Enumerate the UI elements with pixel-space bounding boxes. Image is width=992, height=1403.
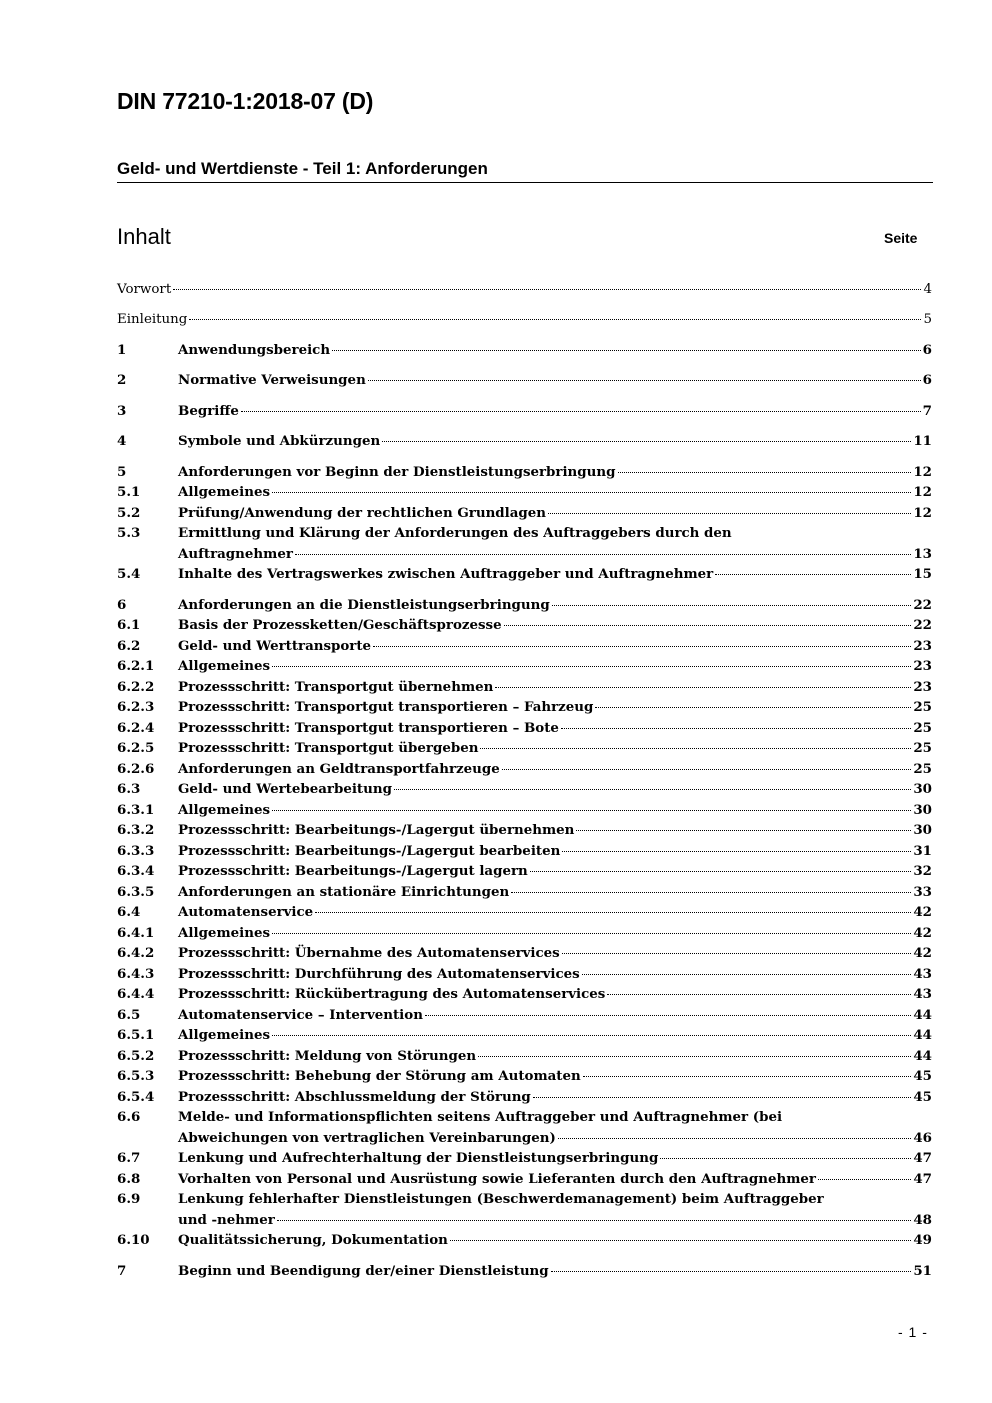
toc-entry-title: Prozessschritt: Durchführung des Automatenservices — [178, 966, 580, 982]
toc-entry-page: 23 — [913, 679, 932, 695]
toc-entry[interactable] — [117, 564, 932, 585]
toc-entry-title: Automatenservice – Intervention — [178, 1007, 423, 1023]
toc-entry-title: Allgemeines — [178, 802, 271, 818]
toc-dot-leader — [315, 912, 911, 913]
toc-entry-number: 6.3.1 — [117, 802, 155, 818]
toc-entry[interactable] — [117, 656, 932, 677]
toc-entry-number: 6.4.4 — [117, 986, 155, 1002]
toc-entry[interactable] — [117, 984, 932, 1005]
toc-entry-number: 5.1 — [117, 484, 141, 500]
toc-entry-page: 25 — [913, 699, 932, 715]
toc-entry-title-continued: und -nehmer — [178, 1211, 275, 1228]
toc-entry[interactable] — [117, 902, 932, 923]
toc-entry-page: 22 — [913, 597, 932, 613]
toc-entry-number: 6.3.2 — [117, 822, 155, 838]
toc-dot-leader — [511, 892, 911, 893]
toc-entry-title-continued: Auftragnehmer — [178, 545, 293, 562]
toc-entry-number: 5.2 — [117, 505, 141, 521]
toc-entry-number: 6.8 — [117, 1171, 141, 1187]
toc-entry-number: 6.4.1 — [117, 925, 155, 941]
toc-entry[interactable] — [117, 503, 932, 524]
toc-entry[interactable] — [117, 1107, 932, 1148]
document-number: DIN 77210-1:2018-07 (D) — [117, 88, 374, 114]
toc-entry-page: 25 — [913, 720, 932, 736]
toc-dot-leader — [561, 728, 911, 729]
toc-entry-number: 6.4.2 — [117, 945, 155, 961]
toc-entry-page: 12 — [913, 464, 932, 480]
toc-entry-page: 43 — [913, 986, 932, 1002]
toc-entry-title: Prozessschritt: Transportgut transportieren – Fahrzeug — [178, 699, 594, 715]
toc-entry-page: 13 — [913, 545, 932, 562]
toc-entry[interactable] — [117, 431, 932, 452]
toc-entry-title: Symbole und Abkürzungen — [178, 433, 381, 449]
toc-dot-leader — [272, 1035, 911, 1036]
toc-entry-page: 31 — [913, 843, 932, 859]
toc-entry-page: 5 — [923, 312, 932, 327]
toc-entry-number: 5 — [117, 464, 127, 480]
toc-dot-leader — [495, 687, 911, 688]
toc-entry[interactable] — [117, 280, 932, 301]
toc-entry-number: 6.4 — [117, 904, 141, 920]
toc-dot-leader — [277, 1220, 912, 1221]
toc-entry-title: Allgemeines — [178, 1027, 271, 1043]
toc-entry-number: 6.6 — [117, 1109, 141, 1125]
toc-entry-page: 30 — [913, 802, 932, 818]
toc-entry-title: Ermittlung und Klärung der Anforderungen des Auftraggebers durch den — [178, 525, 732, 541]
toc-entry[interactable] — [117, 1046, 932, 1067]
toc-entry[interactable] — [117, 943, 932, 964]
toc-dot-leader — [551, 1271, 912, 1272]
toc-entry-title: Automatenservice — [178, 904, 314, 920]
toc-entry-page: 42 — [913, 904, 932, 920]
toc-entry-page: 6 — [922, 342, 932, 358]
toc-dot-leader — [173, 289, 921, 290]
toc-entry[interactable] — [117, 779, 932, 800]
toc-entry-number: 5.4 — [117, 566, 141, 582]
document-title: Geld- und Wertdienste - Teil 1: Anforderungen — [117, 159, 488, 178]
toc-entry-number: 5.3 — [117, 525, 141, 541]
toc-entry[interactable] — [117, 964, 932, 985]
toc-entry-page: 45 — [913, 1089, 932, 1105]
toc-entry-number: 3 — [117, 403, 127, 419]
toc-entry-page: 11 — [913, 433, 932, 449]
page-column-label: Seite — [884, 230, 918, 246]
toc-entry[interactable] — [117, 1189, 932, 1230]
toc-entry-title: Prozessschritt: Transportgut übergeben — [178, 740, 479, 756]
toc-entry-number: 6.3 — [117, 781, 141, 797]
toc-entry-number: 6.3.3 — [117, 843, 155, 859]
toc-entry-title: Melde- und Informationspflichten seitens Auftraggeber und Auftragnehmer (bei — [178, 1109, 783, 1125]
toc-entry[interactable] — [117, 923, 932, 944]
toc-entry[interactable] — [117, 1025, 932, 1046]
toc-entry[interactable] — [117, 800, 932, 821]
toc-entry-page: 15 — [913, 566, 932, 582]
toc-dot-leader — [530, 871, 912, 872]
toc-entry[interactable] — [117, 1230, 932, 1251]
toc-entry-title: Prozessschritt: Bearbeitungs-/Lagergut lagern — [178, 863, 528, 879]
toc-entry-number: 6.5.3 — [117, 1068, 155, 1084]
toc-entry-page: 30 — [913, 822, 932, 838]
toc-dot-leader — [241, 411, 921, 412]
toc-entry-title: Normative Verweisungen — [178, 372, 366, 388]
toc-entry-title: Geld- und Werttransporte — [178, 638, 372, 654]
toc-dot-leader — [382, 441, 911, 442]
toc-dot-leader — [450, 1240, 911, 1241]
toc-entry-page: 47 — [913, 1150, 932, 1166]
toc-dot-leader — [295, 554, 911, 555]
toc-entry-number: 6.2.2 — [117, 679, 155, 695]
toc-entry-number: 6.5.2 — [117, 1048, 155, 1064]
toc-entry[interactable] — [117, 370, 932, 391]
toc-entry-title: Begriffe — [178, 403, 239, 419]
toc-dot-leader — [332, 350, 921, 351]
toc-entry-number: 6.5 — [117, 1007, 141, 1023]
toc-entry-number: 6.2.1 — [117, 658, 155, 674]
toc-entry-title: Anforderungen an die Dienstleistungserbringung — [178, 597, 550, 613]
toc-entry-title: Einleitung — [117, 312, 188, 327]
toc-dot-leader — [368, 380, 921, 381]
toc-entry-title: Allgemeines — [178, 658, 271, 674]
toc-entry-page: 23 — [913, 638, 932, 654]
page-number: - 1 - — [898, 1324, 928, 1340]
toc-entry-number: 6.1 — [117, 617, 141, 633]
toc-dot-leader — [533, 1097, 912, 1098]
toc-entry[interactable] — [117, 310, 932, 331]
toc-dot-leader — [189, 319, 921, 320]
toc-entry-page: 25 — [913, 761, 932, 777]
toc-entry-number: 4 — [117, 433, 127, 449]
toc-entry-title: Lenkung fehlerhafter Dienstleistungen (Beschwerdemanagement) beim Auftraggeber — [178, 1191, 824, 1207]
toc-entry[interactable] — [117, 820, 932, 841]
toc-entry-page: 30 — [913, 781, 932, 797]
toc-entry-title: Prüfung/Anwendung der rechtlichen Grundlagen — [178, 505, 547, 521]
toc-dot-leader — [272, 666, 911, 667]
toc-entry[interactable] — [117, 340, 932, 361]
toc-entry-number: 1 — [117, 342, 127, 358]
toc-entry[interactable] — [117, 1005, 932, 1026]
toc-entry[interactable] — [117, 523, 932, 564]
toc-entry[interactable] — [117, 1261, 932, 1282]
toc-entry-number: 6.5.1 — [117, 1027, 155, 1043]
toc-entry-title: Prozessschritt: Meldung von Störungen — [178, 1048, 477, 1064]
toc-dot-leader — [562, 851, 911, 852]
toc-entry-title: Anforderungen an Geldtransportfahrzeuge — [178, 761, 500, 777]
toc-entry-number: 6.2.5 — [117, 740, 155, 756]
toc-entry-title: Anforderungen vor Beginn der Dienstleistungserbringung — [178, 464, 616, 480]
toc-dot-leader — [504, 625, 912, 626]
toc-entry[interactable] — [117, 1148, 932, 1169]
toc-entry-title: Geld- und Wertebearbeitung — [178, 781, 392, 797]
toc-entry-title: Prozessschritt: Behebung der Störung am Automaten — [178, 1068, 581, 1084]
toc-entry-title: Beginn und Beendigung der/einer Dienstleistung — [178, 1263, 549, 1279]
toc-entry[interactable] — [117, 1169, 932, 1190]
toc-entry-title-continued: Abweichungen von vertraglichen Vereinbarungen) — [178, 1129, 556, 1146]
toc-entry-page: 12 — [913, 484, 932, 500]
toc-entry-number: 6.2.6 — [117, 761, 155, 777]
toc-entry-number: 6.2 — [117, 638, 141, 654]
toc-entry-page: 4 — [923, 282, 932, 297]
toc-entry-page: 44 — [913, 1027, 932, 1043]
toc-entry-title: Prozessschritt: Abschlussmeldung der Störung — [178, 1089, 531, 1105]
toc-entry-number: 6.7 — [117, 1150, 141, 1166]
toc-entry[interactable] — [117, 1087, 932, 1108]
toc-entry-title: Prozessschritt: Rückübertragung des Automatenservices — [178, 986, 606, 1002]
toc-entry-number: 6 — [117, 597, 127, 613]
toc-dot-leader — [394, 789, 911, 790]
toc-dot-leader — [552, 605, 912, 606]
toc-entry[interactable] — [117, 401, 932, 422]
toc-entry-title: Basis der Prozessketten/Geschäftsprozesse — [178, 617, 502, 633]
toc-entry[interactable] — [117, 738, 932, 759]
toc-entry-title: Anwendungsbereich — [178, 342, 331, 358]
toc-entry[interactable] — [117, 615, 932, 636]
toc-entry[interactable] — [117, 677, 932, 698]
toc-entry-number: 6.9 — [117, 1191, 141, 1207]
toc-entry-page: 45 — [913, 1068, 932, 1084]
toc-entry-title: Prozessschritt: Transportgut übernehmen — [178, 679, 494, 695]
toc-entry-number: 6.3.5 — [117, 884, 155, 900]
toc-entry-page: 46 — [913, 1129, 932, 1146]
toc-dot-leader — [272, 492, 911, 493]
toc-dot-leader — [502, 769, 912, 770]
toc-dot-leader — [272, 933, 911, 934]
toc-entry-title: Lenkung und Aufrechterhaltung der Dienstleistungserbringung — [178, 1150, 659, 1166]
toc-entry[interactable] — [117, 861, 932, 882]
toc-entry[interactable] — [117, 595, 932, 616]
toc-entry-number: 6.4.3 — [117, 966, 155, 982]
toc-entry-page: 23 — [913, 658, 932, 674]
toc-entry-page: 44 — [913, 1007, 932, 1023]
toc-entry[interactable] — [117, 636, 932, 657]
toc-entry-page: 22 — [913, 617, 932, 633]
toc-entry-page: 51 — [913, 1263, 932, 1279]
toc-entry[interactable] — [117, 882, 932, 903]
toc-entry-page: 48 — [913, 1211, 932, 1228]
toc-dot-leader — [576, 830, 911, 831]
toc-dot-leader — [558, 1138, 912, 1139]
toc-dot-leader — [373, 646, 911, 647]
toc-entry-page: 6 — [922, 372, 932, 388]
toc-entry[interactable] — [117, 482, 932, 503]
title-divider — [117, 182, 933, 183]
toc-entry-page: 42 — [913, 925, 932, 941]
toc-entry-title: Prozessschritt: Transportgut transportieren – Bote — [178, 720, 559, 736]
toc-entry-title: Inhalte des Vertragswerkes zwischen Auftraggeber und Auftragnehmer — [178, 566, 714, 582]
toc-entry-page: 7 — [922, 403, 932, 419]
toc-entry-page: 47 — [913, 1171, 932, 1187]
toc-entry-page: 32 — [913, 863, 932, 879]
toc-heading: Inhalt — [117, 224, 171, 249]
toc-entry[interactable] — [117, 462, 932, 483]
toc-entry-page: 43 — [913, 966, 932, 982]
toc-entry[interactable] — [117, 697, 932, 718]
toc-entry-title: Allgemeines — [178, 484, 271, 500]
toc-entry-title: Vorhalten von Personal und Ausrüstung sowie Lieferanten durch den Auftragnehmer — [178, 1171, 816, 1187]
toc-dot-leader — [660, 1158, 911, 1159]
toc-entry-page: 25 — [913, 740, 932, 756]
toc-dot-leader — [582, 974, 912, 975]
toc-entry[interactable] — [117, 759, 932, 780]
toc-dot-leader — [548, 513, 911, 514]
toc-entry-number: 6.2.4 — [117, 720, 155, 736]
toc-entry-page: 49 — [913, 1232, 932, 1248]
toc-dot-leader — [562, 953, 912, 954]
toc-entry-title: Qualitätssicherung, Dokumentation — [178, 1232, 448, 1248]
toc-entry-number: 6.3.4 — [117, 863, 155, 879]
toc-entry[interactable] — [117, 1066, 932, 1087]
toc-entry[interactable] — [117, 841, 932, 862]
toc-dot-leader — [618, 472, 912, 473]
toc-entry-title: Allgemeines — [178, 925, 271, 941]
toc-dot-leader — [480, 748, 911, 749]
toc-entry-page: 33 — [913, 884, 932, 900]
toc-entry-title: Vorwort — [117, 282, 172, 297]
toc-entry-number: 2 — [117, 372, 127, 388]
toc-entry-page: 42 — [913, 945, 932, 961]
toc-dot-leader — [595, 707, 911, 708]
toc-dot-leader — [607, 994, 911, 995]
toc-entry-page: 44 — [913, 1048, 932, 1064]
toc-dot-leader — [583, 1076, 912, 1077]
toc-entry[interactable] — [117, 718, 932, 739]
toc-entry-number: 7 — [117, 1263, 127, 1279]
toc-entry-number: 6.2.3 — [117, 699, 155, 715]
toc-entry-title: Prozessschritt: Bearbeitungs-/Lagergut bearbeiten — [178, 843, 561, 859]
toc-dot-leader — [425, 1015, 911, 1016]
toc-entry-title: Prozessschritt: Übernahme des Automatenservices — [178, 945, 560, 961]
toc-dot-leader — [818, 1179, 911, 1180]
toc-entry-page: 12 — [913, 505, 932, 521]
toc-dot-leader — [272, 810, 911, 811]
toc-entry-number: 6.5.4 — [117, 1089, 155, 1105]
toc-entry-number: 6.10 — [117, 1232, 150, 1248]
toc-entry-title: Anforderungen an stationäre Einrichtungen — [178, 884, 510, 900]
toc-entry-title: Prozessschritt: Bearbeitungs-/Lagergut übernehmen — [178, 822, 575, 838]
toc-dot-leader — [478, 1056, 911, 1057]
toc-dot-leader — [715, 574, 911, 575]
